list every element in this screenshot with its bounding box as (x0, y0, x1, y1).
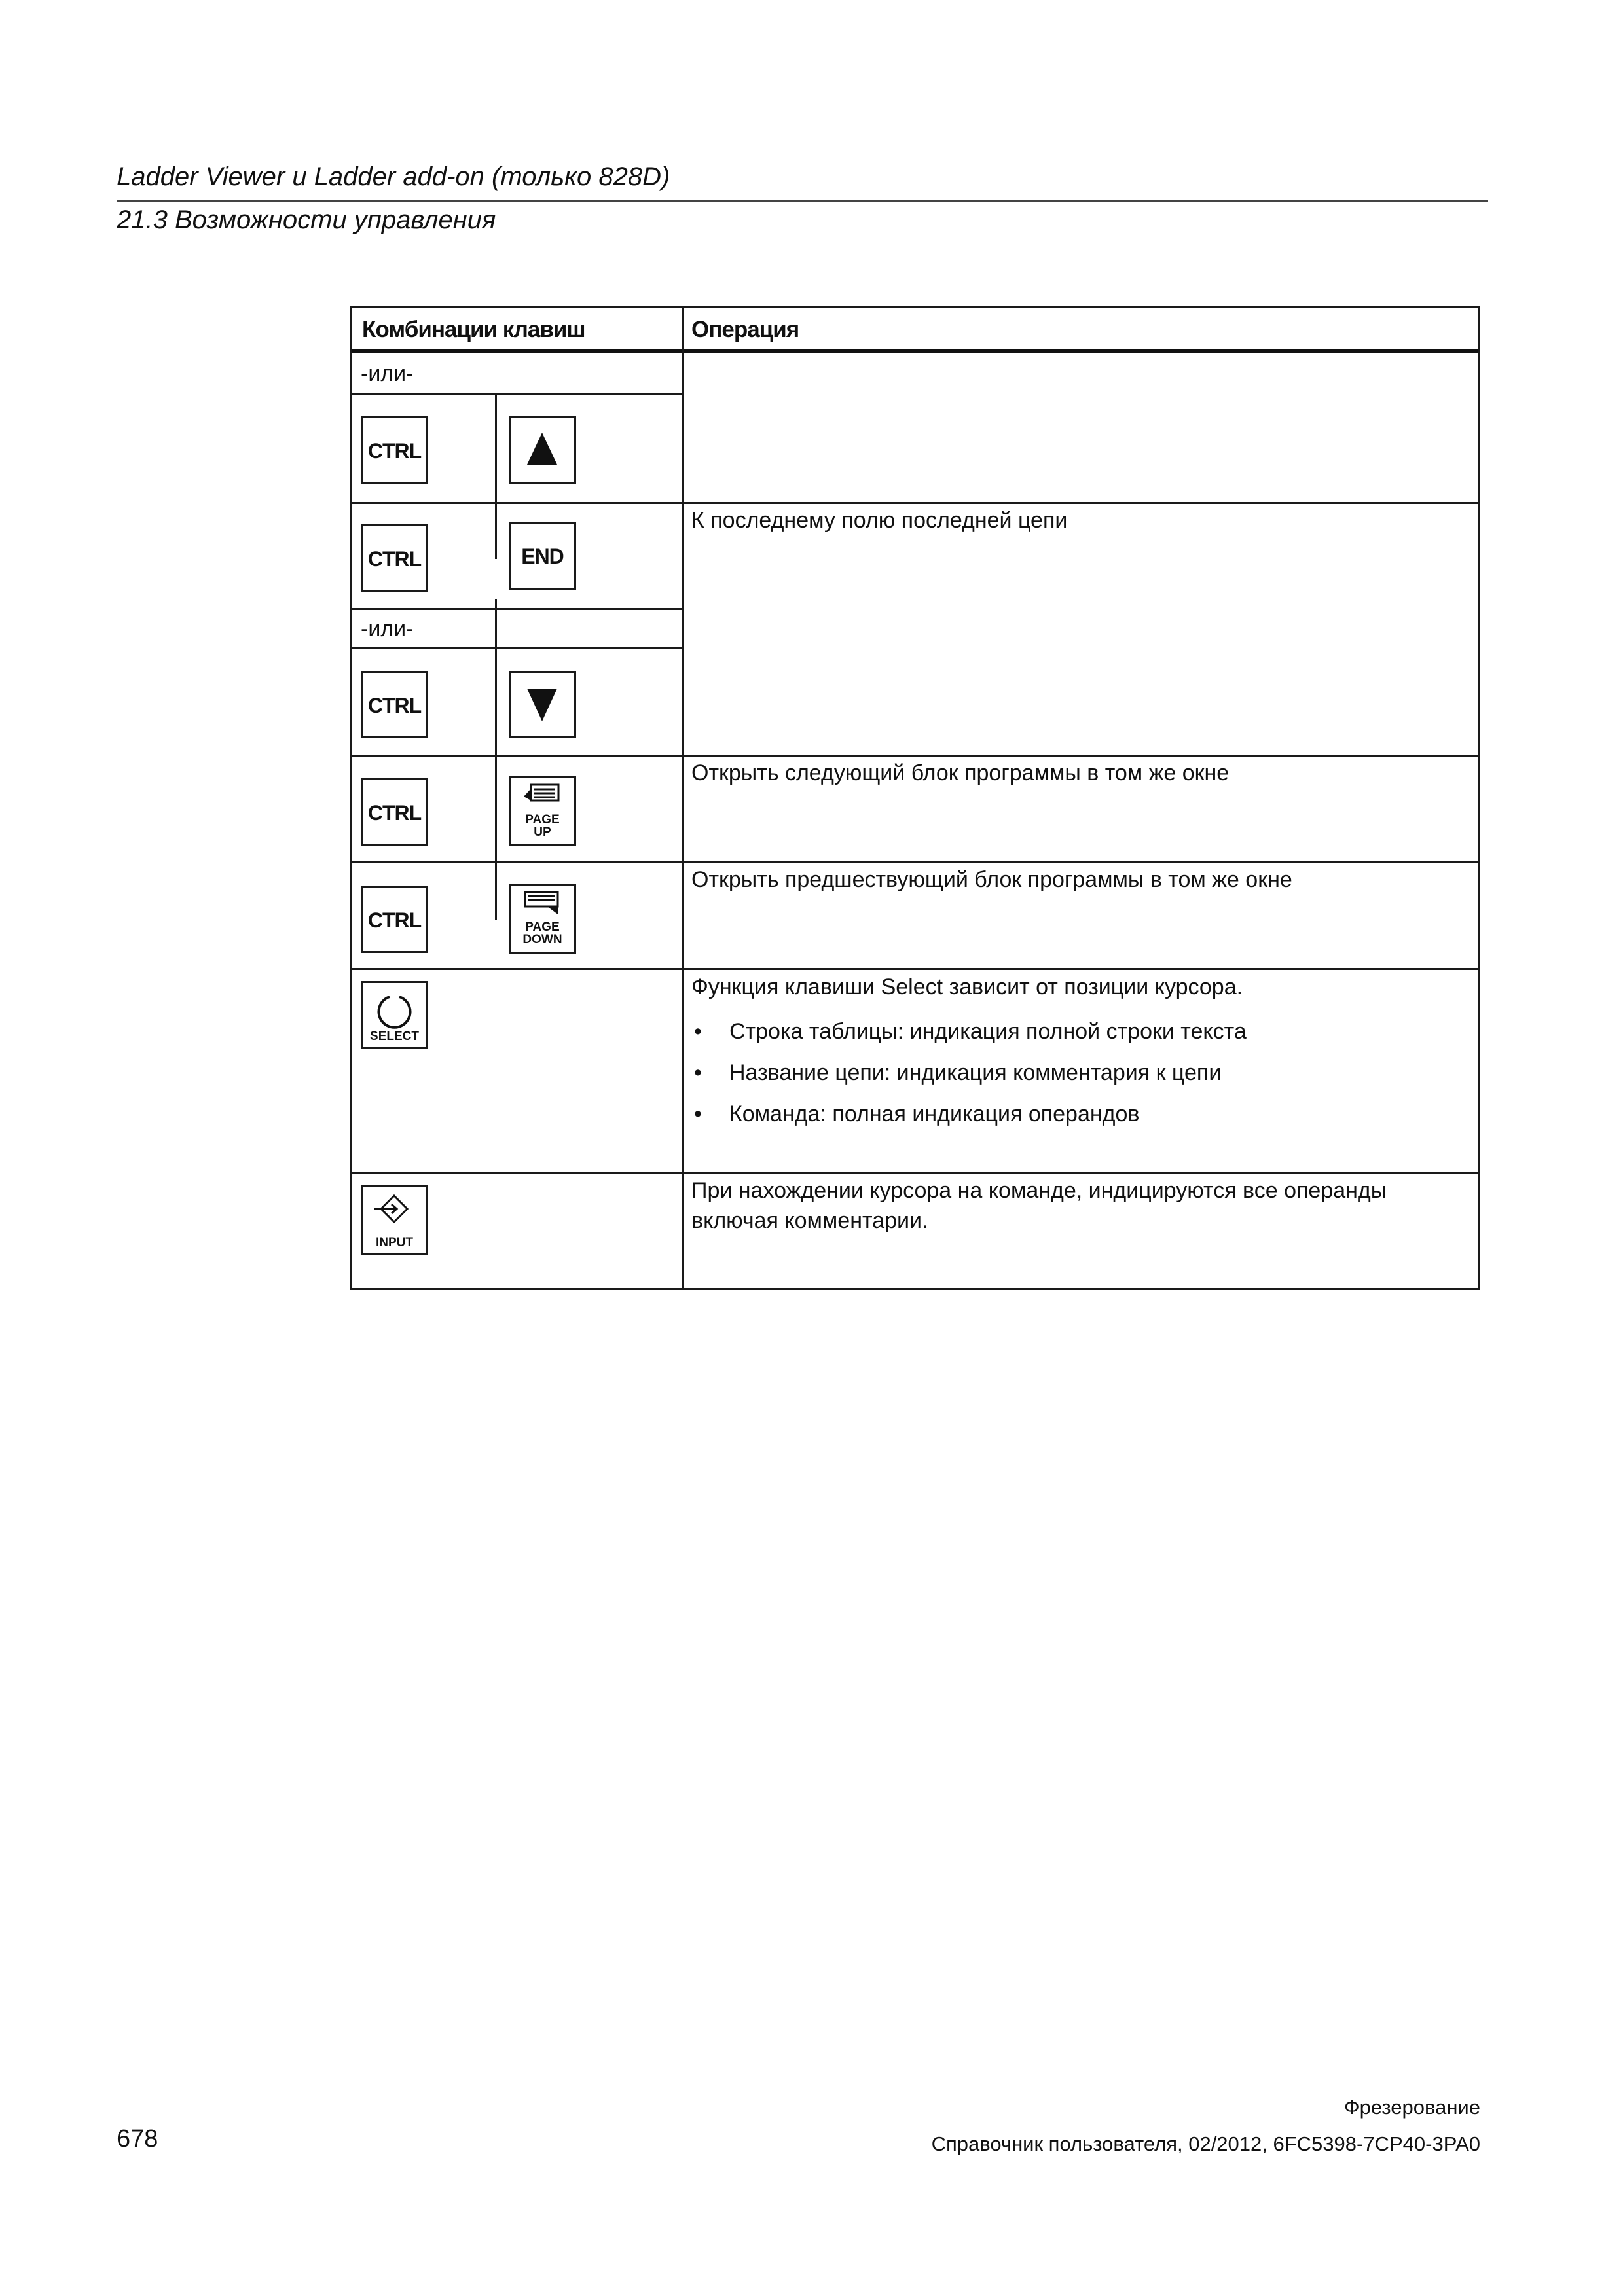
header-rule (117, 200, 1488, 202)
or-label: -или- (361, 617, 414, 641)
column-header-keys: Комбинации клавиш (362, 317, 585, 342)
running-header-title: Ladder Viewer и Ladder add-on (только 828D) (117, 162, 670, 191)
or-label: -или- (361, 361, 414, 386)
row-divider (352, 608, 682, 610)
ctrl-key: CTRL (361, 886, 428, 953)
operation-prev-block: Открыть предшествующий блок программы в том же окне (691, 867, 1292, 892)
key-divider (495, 706, 497, 920)
arrow-down-icon (511, 673, 574, 736)
ctrl-key: CTRL (361, 671, 428, 738)
header-divider (352, 349, 1478, 353)
section-title: 21.3 Возможности управления (117, 206, 496, 234)
input-key: INPUT (361, 1185, 428, 1255)
end-key: END (509, 522, 576, 590)
select-description: Функция клавиши Select зависит от позиции курсора. (691, 975, 1243, 999)
footer-reference: Справочник пользователя, 02/2012, 6FC5398-7CP40-3PA0 (931, 2132, 1480, 2155)
row-divider (352, 502, 1478, 504)
arrow-down-key (509, 671, 576, 738)
page-up-key: PAGE UP (509, 776, 576, 846)
row-divider (352, 393, 682, 395)
page-number: 678 (117, 2125, 158, 2153)
operation-last-field: К последнему полю последней цепи (691, 508, 1068, 533)
operation-select (691, 972, 1247, 1140)
ctrl-key: CTRL (361, 778, 428, 846)
operation-next-block: Открыть следующий блок программы в том же окне (691, 761, 1230, 785)
row-divider (352, 1172, 1478, 1174)
column-divider (682, 308, 684, 1288)
select-key: SELECT (361, 981, 428, 1049)
ctrl-key: CTRL (361, 524, 428, 592)
row-divider (352, 647, 682, 649)
key-divider (495, 393, 497, 453)
ctrl-key: CTRL (361, 416, 428, 484)
key-divider (495, 453, 497, 559)
arrow-up-icon (511, 418, 574, 482)
key-divider (495, 599, 497, 706)
page-down-key: PAGE DOWN (509, 884, 576, 954)
select-bullet-list (691, 1016, 1247, 1129)
footer-book-title: Фрезерование (1344, 2096, 1480, 2119)
list-item: • Команда: полная индикация операндов (691, 1099, 1247, 1129)
key-combinations-table (350, 306, 1480, 1290)
column-header-operation: Операция (691, 317, 799, 342)
list-item: • Название цепи: индикация комментария к цепи (691, 1058, 1247, 1088)
row-divider (352, 968, 1478, 970)
list-item: • Строка таблицы: индикация полной строки текста (691, 1016, 1247, 1047)
arrow-up-key (509, 416, 576, 484)
row-divider (352, 861, 1478, 863)
row-divider (352, 755, 1478, 757)
operation-input: При нахождении курсора на команде, индицируются все операнды включая комментарии. (691, 1178, 1387, 1233)
